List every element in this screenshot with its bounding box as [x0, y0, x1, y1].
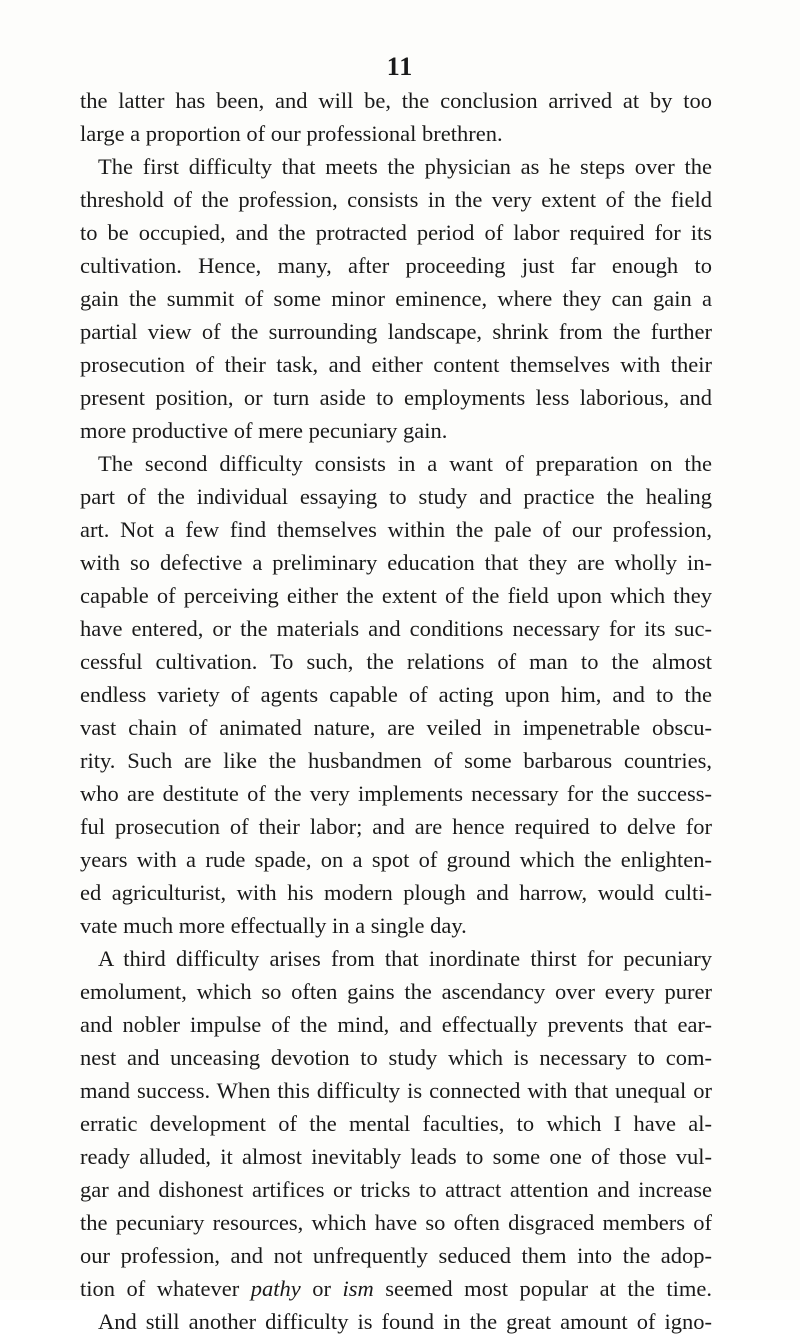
paragraph-start-line: The first difficulty that meets the physician as he steps over the	[98, 154, 712, 179]
text-line: with so defective a preliminary education that they are wholly in-	[80, 550, 712, 575]
text-line: gar and dishonest artifices or tricks to attract attention and increase	[80, 1177, 712, 1202]
text-line: mand success. When this difficulty is connected with that unequal or	[80, 1078, 712, 1103]
text-line: large a proportion of our professional brethren.	[80, 121, 503, 146]
text-line: our profession, and not unfrequently seduced them into the adop-	[80, 1243, 712, 1268]
text-line: rity. Such are like the husbandmen of some barbarous countries,	[80, 748, 712, 773]
text-line-with-italics	[80, 1272, 712, 1305]
text-line: endless variety of agents capable of acting upon him, and to the	[80, 682, 712, 707]
text-line: gain the summit of some minor eminence, where they can gain a	[80, 286, 712, 311]
text-line: ready alluded, it almost inevitably leads to some one of those vul-	[80, 1144, 712, 1169]
paragraph-start-line: The second difficulty consists in a want of preparation on the	[98, 451, 712, 476]
text-line: present position, or turn aside to employments less laborious, and	[80, 385, 712, 410]
text-line: the latter has been, and will be, the conclusion arrived at by too	[80, 88, 712, 113]
text-line: vast chain of animated nature, are veiled in impenetrable obscu-	[80, 715, 712, 740]
text-line: the pecuniary resources, which have so often disgraced members of	[80, 1210, 712, 1235]
text-line: erratic development of the mental faculties, to which I have al-	[80, 1111, 712, 1136]
text-line: to be occupied, and the protracted period of labor required for its	[80, 220, 712, 245]
text-line: ed agriculturist, with his modern plough and harrow, would culti-	[80, 880, 712, 905]
text-line: part of the individual essaying to study and practice the healing	[80, 484, 712, 509]
text-line: nest and unceasing devotion to study which is necessary to com-	[80, 1045, 712, 1070]
text-line: years with a rude spade, on a spot of ground which the enlighten-	[80, 847, 712, 872]
text-line: who are destitute of the very implements necessary for the success-	[80, 781, 712, 806]
text-segment: seemed most popular at the time.	[373, 1276, 713, 1301]
text-line: have entered, or the materials and conditions necessary for its suc-	[80, 616, 712, 641]
text-line: cessful cultivation. To such, the relations of man to the almost	[80, 649, 712, 674]
text-line: art. Not a few find themselves within the pale of our profession,	[80, 517, 712, 542]
text-line: partial view of the surrounding landscape, shrink from the further	[80, 319, 712, 344]
paragraph-start-line: A third difficulty arises from that inordinate thirst for pecuniary	[98, 946, 712, 971]
text-line: and nobler impulse of the mind, and effectually prevents that ear-	[80, 1012, 712, 1037]
text-line: more productive of mere pecuniary gain.	[80, 418, 448, 443]
text-line: threshold of the profession, consists in the very extent of the field	[80, 187, 712, 212]
text-segment: tion of whatever	[80, 1276, 251, 1301]
italic-term: ism	[342, 1276, 374, 1301]
page-number: 11	[386, 52, 414, 81]
text-line: emolument, which so often gains the ascendancy over every purer	[80, 979, 712, 1004]
text-line: ful prosecution of their labor; and are hence required to delve for	[80, 814, 712, 839]
paragraph-start-line: And still another difficulty is found in the great amount of igno-	[98, 1309, 712, 1334]
italic-term: pathy	[250, 1276, 301, 1301]
text-segment: or	[300, 1276, 343, 1301]
body-text	[80, 84, 712, 1338]
text-line: vate much more effectually in a single day.	[80, 913, 467, 938]
text-line: prosecution of their task, and either content themselves with their	[80, 352, 712, 377]
text-line: capable of perceiving either the extent of the field upon which they	[80, 583, 712, 608]
text-line: cultivation. Hence, many, after proceeding just far enough to	[80, 253, 712, 278]
